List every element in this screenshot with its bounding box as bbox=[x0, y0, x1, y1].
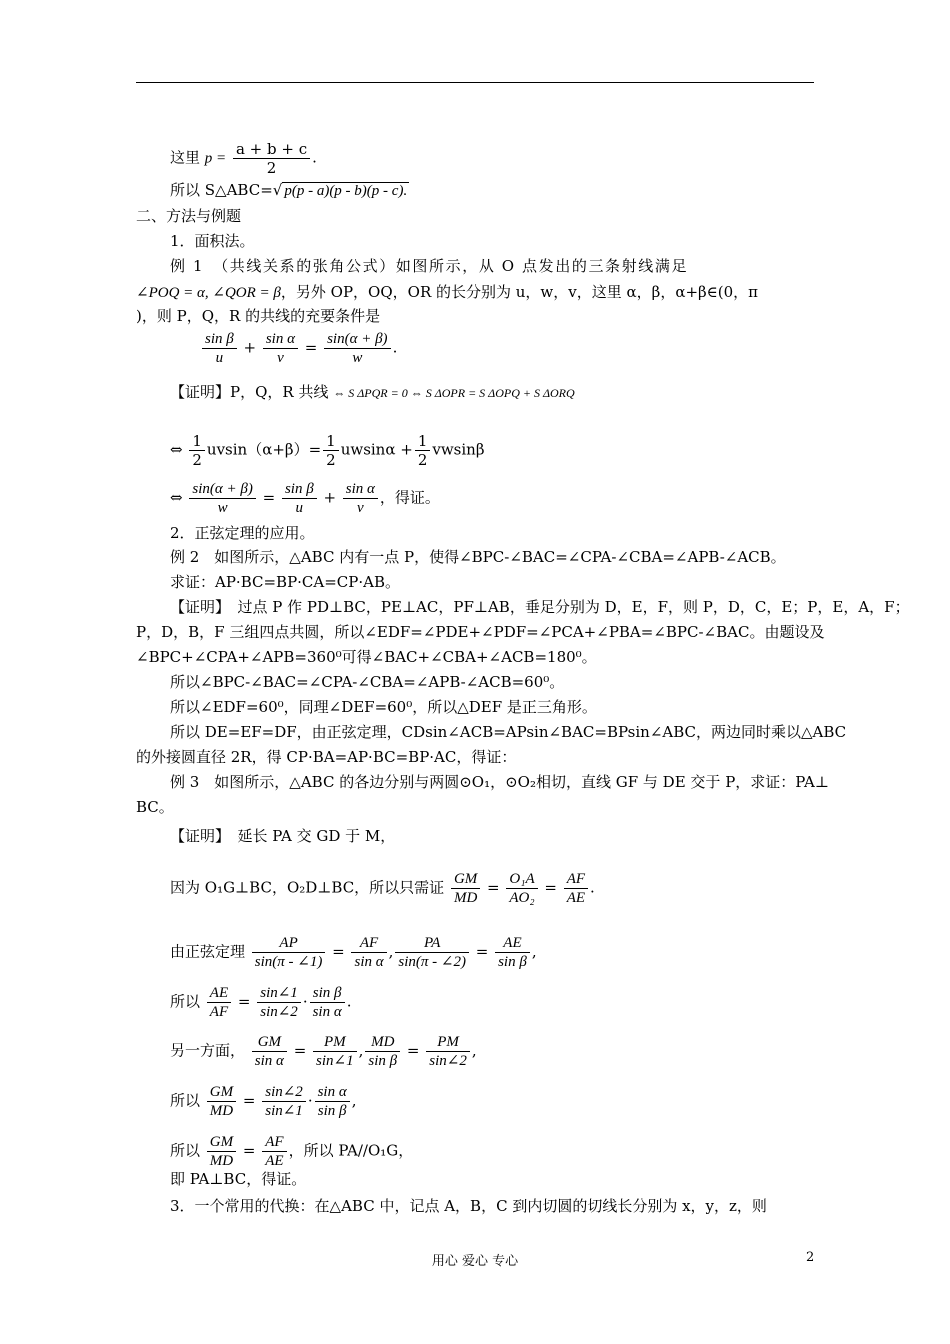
text-span: vwsinβ bbox=[432, 440, 485, 459]
text-line: 所以 DE=EF=DF，由正弦定理，CDsin∠ACB=APsin∠BAC=BPsin∠ABC，两边同时乘以△ABC bbox=[170, 723, 847, 741]
fraction bbox=[313, 1033, 357, 1070]
text-line bbox=[170, 180, 409, 201]
numerator: sin∠1 bbox=[257, 984, 301, 1003]
formula-line: $\frac{\text{sin β}}{u}$ + $\frac{\text{sin α}}{v}$ = $\frac{\sin(\alpha + \beta)}{w}$ . bbox=[200, 330, 397, 367]
denominator: 2 bbox=[417, 451, 428, 469]
text-span: 这里 bbox=[170, 148, 201, 167]
denominator: MD bbox=[453, 890, 478, 906]
fraction bbox=[323, 432, 339, 469]
denominator: 2 bbox=[192, 451, 202, 469]
numerator: AE bbox=[495, 934, 530, 953]
numerator: PA bbox=[395, 934, 469, 953]
text-line bbox=[136, 282, 758, 303]
fraction bbox=[415, 432, 431, 469]
fraction bbox=[495, 934, 530, 971]
numerator: sin(α + β) bbox=[324, 330, 390, 349]
denominator: v bbox=[277, 350, 284, 366]
numerator: GM bbox=[451, 870, 480, 889]
denominator: AE bbox=[265, 1153, 284, 1169]
numerator: a + b + c bbox=[233, 140, 310, 159]
text-span: 所以 bbox=[170, 1141, 201, 1160]
formula-line bbox=[170, 432, 485, 469]
sqrt-sign: √ bbox=[272, 181, 283, 199]
numerator: GM bbox=[207, 1083, 236, 1102]
fraction bbox=[282, 480, 317, 517]
subsection-heading: 3．一个常用的代换：在△ABC 中，记点 A，B，C 到内切圆的切线长分别为 x，y，z，则 bbox=[170, 1197, 767, 1215]
denominator: AO₂ bbox=[509, 890, 535, 906]
text-line: 所以∠BPC-∠BAC=∠CPA-∠CBA=∠APB-∠ACB=60⁰。 bbox=[170, 673, 565, 691]
formula-line: 因为 O₁G⊥BC，O₂D⊥BC，所以只需证 $\frac{GM}{MD}$ = $\frac{\text{O₁A}}{\text{AO₂}}$ = $\frac{AF}{AE}$ . bbox=[170, 871, 595, 906]
fraction bbox=[207, 984, 231, 1021]
numerator: AF bbox=[351, 934, 386, 953]
denominator: v bbox=[357, 500, 364, 516]
text-span: uvsin（α+β）= bbox=[206, 440, 322, 459]
numerator: AP bbox=[252, 934, 326, 953]
text-span: 由正弦定理 bbox=[170, 942, 246, 961]
fraction bbox=[506, 870, 537, 907]
page-footer: 用心 爱心 专心 bbox=[431, 1254, 519, 1269]
denominator: sin(π - ∠1) bbox=[254, 954, 323, 970]
section-heading: 二、方法与例题 bbox=[136, 207, 242, 225]
fraction bbox=[257, 984, 301, 1021]
text-span: ，另外 OP，OQ，OR 的长分别为 u，w，v，这里 α，β，α+β∈(0，π bbox=[280, 283, 759, 301]
fraction bbox=[315, 1083, 350, 1120]
text-line: ∠BPC+∠CPA+∠APB=360⁰可得∠BAC+∠CBA+∠ACB=180⁰。 bbox=[136, 648, 597, 666]
denominator: MD bbox=[209, 1103, 234, 1119]
text-line: 例 2 如图所示，△ABC 内有一点 P，使得∠BPC-∠BAC=∠CPA-∠CBA=∠APB-∠ACB。 bbox=[170, 548, 786, 566]
numerator: sin(α + β) bbox=[189, 480, 255, 499]
numerator: O₁A bbox=[506, 870, 537, 889]
denominator: MD bbox=[209, 1153, 234, 1169]
denominator: AE bbox=[566, 890, 586, 906]
text-span: 所以 bbox=[170, 1091, 201, 1110]
numerator: sin α bbox=[263, 330, 298, 349]
fraction bbox=[207, 1083, 236, 1120]
denominator: sin β bbox=[498, 954, 527, 970]
fraction bbox=[262, 1083, 306, 1120]
fraction bbox=[451, 870, 480, 907]
numerator: PM bbox=[313, 1033, 357, 1052]
numerator: AE bbox=[207, 984, 231, 1003]
fraction bbox=[252, 1033, 287, 1070]
denominator: sin∠1 bbox=[316, 1053, 354, 1069]
denominator: w bbox=[352, 350, 363, 366]
text-span: ⇔ bbox=[170, 440, 183, 459]
text-span: ⇔ bbox=[170, 488, 183, 507]
denominator: sin α bbox=[354, 954, 384, 970]
fraction bbox=[202, 330, 237, 367]
numerator: 1 bbox=[415, 432, 431, 451]
fraction bbox=[351, 934, 386, 971]
fraction bbox=[262, 1133, 286, 1170]
text-line: 例 1 （共线关系的张角公式）如图所示，从 O 点发出的三条射线满足 bbox=[170, 257, 689, 275]
fraction bbox=[395, 934, 469, 971]
subsection-heading: 1．面积法。 bbox=[170, 232, 255, 250]
denominator: u bbox=[295, 500, 304, 516]
denominator: sin α bbox=[312, 1004, 342, 1020]
page-number: 2 bbox=[806, 1250, 815, 1265]
text-span: ，得证。 bbox=[379, 488, 440, 507]
denominator: sin β bbox=[317, 1103, 347, 1119]
text-line: 例 3 如图所示，△ABC 的各边分别与两圆⊙O₁，⊙O₂相切，直线 GF 与 DE 交于 P，求证：PA⊥ bbox=[170, 773, 829, 791]
fraction bbox=[189, 480, 255, 517]
text-span: . bbox=[312, 148, 317, 167]
fraction bbox=[233, 140, 310, 177]
numerator: AF bbox=[262, 1133, 286, 1152]
fraction bbox=[426, 1033, 470, 1070]
denominator: 2 bbox=[266, 159, 277, 177]
fraction bbox=[207, 1133, 236, 1170]
denominator: sin(π - ∠2) bbox=[398, 954, 466, 970]
denominator: sin β bbox=[368, 1053, 398, 1069]
denominator: u bbox=[215, 350, 224, 366]
denominator: AF bbox=[209, 1004, 229, 1020]
text-span: 【证明】P，Q，R 共线 bbox=[170, 383, 329, 401]
text-line: 的外接圆直径 2R，得 CP·BA=AP·BC=BP·AC，得证： bbox=[136, 748, 517, 766]
numerator: sin α bbox=[343, 480, 378, 499]
header-rule bbox=[136, 82, 814, 83]
fraction bbox=[263, 330, 298, 367]
numerator: GM bbox=[252, 1033, 287, 1052]
text-line: 【证明】 过点 P 作 PD⊥BC，PE⊥AC，PF⊥AB，垂足分别为 D，E，F，则 P，D，C，E；P，E，A，F； bbox=[170, 598, 910, 616]
text-line: P，D，B，F 三组四点共圆，所以∠EDF=∠PDE+∠PDF=∠PCA+∠PBA=∠BPC-∠BAC。由题设及 bbox=[136, 623, 825, 641]
formula-line: ⇔ $\frac{\sin(\alpha + \beta)}{w}$ = $\frac{\text{sin β}}{u}$ + $\frac{\text{sin α}}{v}$ ，得证。 bbox=[170, 481, 440, 516]
fraction bbox=[324, 330, 390, 367]
formula-line: 所以 $\frac{GM}{MD}$ = $\frac{AF}{AE}$ ，所以 PA//O₁G， bbox=[170, 1134, 414, 1169]
numerator: sin β bbox=[310, 984, 345, 1003]
text-line bbox=[170, 382, 575, 403]
fraction bbox=[189, 432, 205, 469]
text-line: 所以∠EDF=60⁰，同理∠DEF=60⁰，所以△DEF 是正三角形。 bbox=[170, 698, 597, 716]
math-inline: ∠POQ = α, ∠QOR = β bbox=[136, 285, 281, 301]
denominator: sin∠2 bbox=[260, 1004, 298, 1020]
formula-line: 所以 $\frac{AE}{AF}$ = $\frac{\sin\angle 1}{\sin\angle 2}$ · $\frac{\text{sin β}}{\text{sin α}}$ . bbox=[170, 985, 352, 1020]
text-span: 所以 bbox=[170, 992, 201, 1011]
denominator: 2 bbox=[326, 451, 336, 469]
text-line: 求证：AP·BC=BP·CA=CP·AB。 bbox=[170, 573, 400, 591]
numerator: 1 bbox=[189, 432, 205, 451]
numerator: 1 bbox=[323, 432, 339, 451]
fraction bbox=[252, 934, 326, 971]
fraction bbox=[365, 1033, 400, 1070]
sqrt-content: p(p - a)(p - b)(p - c). bbox=[284, 183, 408, 199]
text-line: 即 PA⊥BC，得证。 bbox=[170, 1170, 307, 1188]
text-line: 这里 p = $\frac{a + b + c}{2}$ . bbox=[170, 140, 317, 177]
fraction bbox=[343, 480, 378, 517]
numerator: sin β bbox=[202, 330, 237, 349]
text-line: 【证明】 延长 PA 交 GD 于 M， bbox=[170, 827, 396, 845]
numerator: PM bbox=[426, 1033, 470, 1052]
text-span: 因为 O₁G⊥BC，O₂D⊥BC，所以只需证 bbox=[170, 878, 445, 897]
text-line: )，则 P，Q，R 的共线的充要条件是 bbox=[136, 307, 381, 325]
text-span: 所以 S△ABC= bbox=[170, 181, 273, 199]
numerator: GM bbox=[207, 1133, 236, 1152]
denominator: w bbox=[217, 500, 228, 516]
numerator: AF bbox=[564, 870, 588, 889]
subsection-heading: 2．正弦定理的应用。 bbox=[170, 524, 315, 542]
numerator: sin∠2 bbox=[262, 1083, 306, 1102]
formula-line: 另一方面， $\frac{GM}{\text{sin α}}$ = $\frac{PM}{\sin\angle 1}$ , $\frac{MD}{\text{sin β}}$ = $\frac{PM}{\sin\angle 2}$ , bbox=[170, 1034, 477, 1069]
denominator: sin α bbox=[254, 1053, 284, 1069]
formula-line: 由正弦定理 $\frac{AP}{\sin(\pi - \angle 1)}$ = $\frac{AF}{\text{sin α}}$ , $\frac{PA}{\sin(\pi - \angle 2)}$ = $\frac{AE}{\text{sin β}}$ , bbox=[170, 935, 537, 970]
denominator: sin∠1 bbox=[265, 1103, 303, 1119]
math-inline: ⇔ S ΔPQR = 0 ⇔ S ΔOPR = S ΔOPQ + S ΔORQ bbox=[333, 386, 575, 400]
text-line: BC。 bbox=[136, 798, 174, 816]
numerator: MD bbox=[365, 1033, 400, 1052]
numerator: sin α bbox=[315, 1083, 350, 1102]
text-span: ，所以 PA//O₁G， bbox=[288, 1141, 414, 1160]
fraction bbox=[310, 984, 345, 1021]
text-span: uwsinα + bbox=[340, 440, 413, 459]
formula-line: 所以 $\frac{GM}{MD}$ = $\frac{\sin\angle 2}{\sin\angle 1}$ · $\frac{\text{sin α}}{\text{sin β}}$ , bbox=[170, 1084, 357, 1119]
text-span: 另一方面， bbox=[170, 1041, 246, 1060]
fraction bbox=[564, 870, 588, 907]
numerator: sin β bbox=[282, 480, 317, 499]
denominator: sin∠2 bbox=[429, 1053, 467, 1069]
